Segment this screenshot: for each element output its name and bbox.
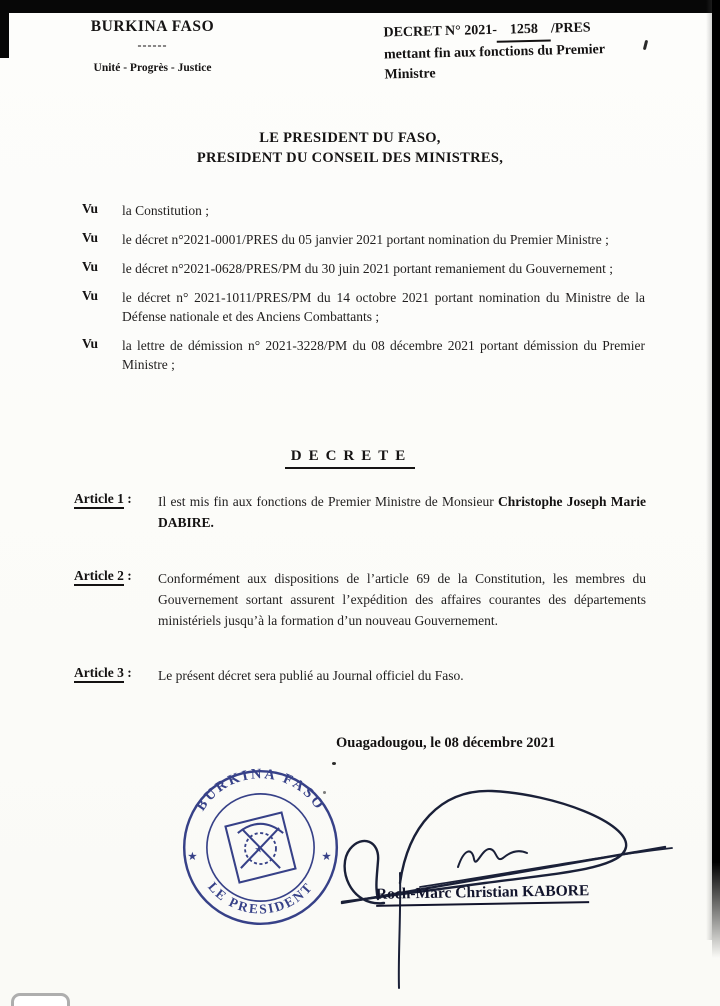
- vu-clause: [82, 259, 645, 278]
- vu-text: le décret n°2021-0001/PRES du 05 janvier 2021 portant nomination du Premier Ministre ;: [122, 232, 609, 247]
- vu-label: Vu: [82, 201, 99, 216]
- decrete-heading: DECRETE: [0, 447, 700, 469]
- vu-label: Vu: [82, 230, 99, 245]
- decree-number-handwritten: 1258: [497, 19, 552, 42]
- scan-edge-left: [0, 0, 9, 58]
- svg-text:BURKINA FASO: [193, 766, 328, 814]
- title-line2: PRESIDENT DU CONSEIL DES MINISTRES,: [196, 150, 504, 166]
- articles-section: [74, 491, 646, 686]
- decree-prefix: DECRET N° 2021-: [383, 22, 498, 41]
- prime-minister-name: Christophe Joseph Marie DABIRE.: [158, 494, 647, 530]
- article-label: Article 3 :: [74, 665, 158, 686]
- article-3: [74, 665, 646, 686]
- place-date-line: Ouagadougou, le 08 décembre 2021: [336, 735, 556, 751]
- article-2: [74, 568, 646, 631]
- article-label: Article 1 :: [74, 491, 158, 533]
- vu-label: Vu: [82, 288, 99, 303]
- vu-text: le décret n° 2021-1011/PRES/PM du 14 octobre 2021 portant nomination du Ministre de la Défense nationale et des Anciens Combattants ;: [122, 290, 645, 324]
- vu-clause-list: [82, 201, 645, 384]
- vu-clause: [82, 336, 645, 374]
- seal-star-right: ★: [321, 850, 332, 863]
- title-line1: LE PRESIDENT DU FASO,: [259, 130, 441, 146]
- vu-text: le décret n°2021-0628/PRES/PM du 30 juin 2021 portant remaniement du Gouvernement ;: [122, 261, 613, 276]
- header-left-block: [70, 18, 235, 74]
- country-name: BURKINA FASO: [90, 18, 215, 35]
- vu-label: Vu: [82, 336, 99, 351]
- decree-reference-block: [383, 16, 674, 85]
- national-motto: Unité - Progrès - Justice: [93, 62, 212, 74]
- vu-clause: [82, 230, 645, 249]
- scan-edge-right: [712, 0, 720, 958]
- seal-bottom-text: LE PRESIDENT: [205, 879, 316, 917]
- article-1: [74, 491, 646, 533]
- vu-clause: [82, 288, 645, 326]
- seal-top-text: BURKINA FASO: [192, 766, 329, 814]
- seal-star-left: ★: [187, 850, 198, 863]
- vu-text: la lettre de démission n° 2021-3228/PM du 08 décembre 2021 portant démission du Premier Ministre ;: [122, 338, 645, 372]
- scan-edge-top: [0, 0, 720, 13]
- article-text: Le présent décret sera publié au Journal officiel du Faso.: [158, 668, 464, 683]
- signer-name: Roch-Marc Christian KABORE: [376, 882, 590, 907]
- article-text: Il est mis fin aux fonctions de Premier Ministre de Monsieur Christophe Joseph Marie DABIRE.: [158, 494, 647, 530]
- decree-subject-line1: mettant fin aux fonctions du Premier: [383, 42, 606, 63]
- decree-subject-line2: Ministre: [384, 66, 436, 83]
- decree-suffix: /PRES: [550, 20, 591, 37]
- presidential-seal: [178, 765, 343, 930]
- vu-label: Vu: [82, 259, 99, 274]
- seal-center-star: ★: [254, 845, 263, 856]
- president-signature: [320, 755, 680, 995]
- document-title: [0, 128, 700, 168]
- article-label: Article 2 :: [74, 568, 158, 631]
- vu-text: la Constitution ;: [122, 203, 210, 218]
- vu-clause: [82, 201, 645, 220]
- header-separator: ------: [137, 38, 168, 52]
- cropped-ui-button-fragment: [11, 993, 70, 1006]
- article-text: Conformément aux dispositions de l’article 69 de la Constitution, les membres du Gouvernement sortant assurent l’expédition des affaires courantes des départements ministériels jusqu’à la formation d’un nouveau Gouvernement.: [158, 571, 646, 628]
